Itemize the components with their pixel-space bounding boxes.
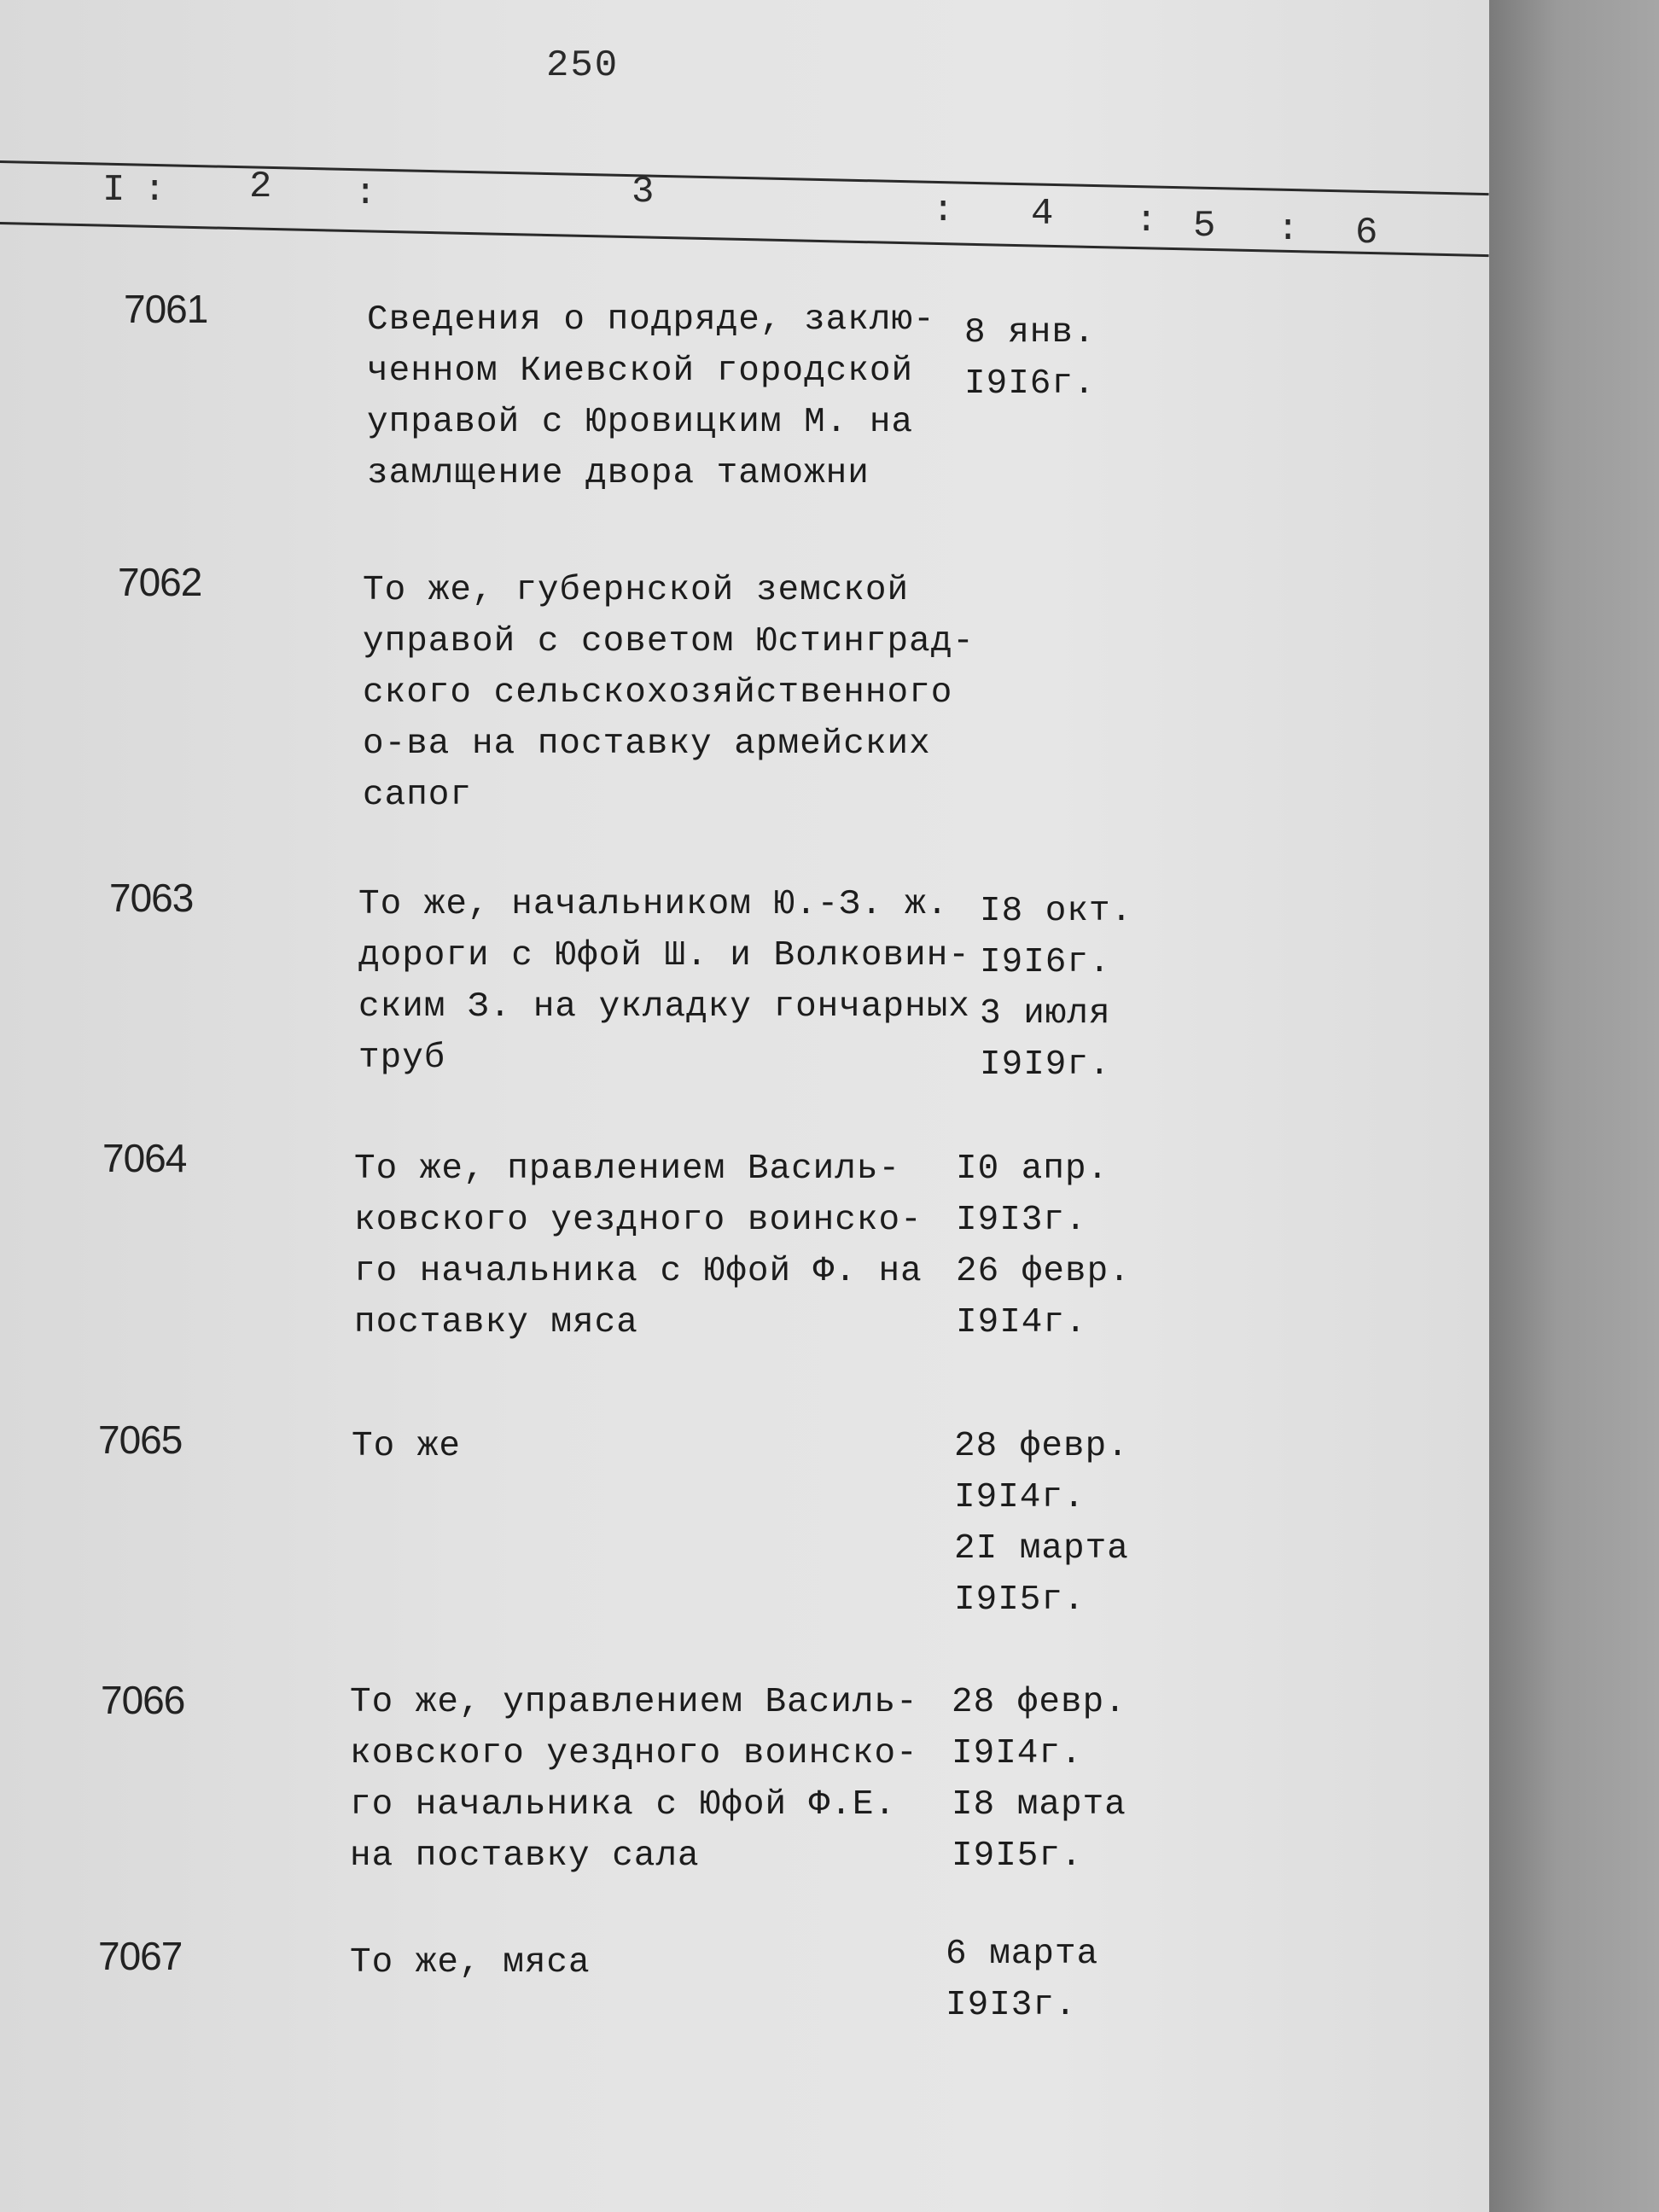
column-header-3: 3 (632, 171, 655, 213)
entry-number: 7062 (118, 560, 202, 604)
entry-description: То же, правлением Василь- ковского уездного воинско- го начальника с Юфой Ф. на поставку мяса (354, 1150, 923, 1342)
column-header-5: 5 (1193, 205, 1216, 247)
page-number: 250 (546, 44, 620, 87)
column-separator: : (1277, 208, 1300, 251)
column-separator: : (143, 169, 166, 212)
entry-date: 8 янв. I9I6г. (964, 313, 1096, 404)
entry-date: 28 февр. I9I4г. I8 марта I9I5г. (952, 1683, 1126, 1876)
entry-description: То же, губернской земской управой с советом Юстинград- ского сельскохозяйственного о-ва на поставку армейских сапог (363, 571, 975, 815)
entry-number: 7061 (124, 287, 208, 331)
entry-description: То же, начальником Ю.-З. ж. дороги с Юфой Ш. и Волковин- ским З. на укладку гончарных труб (358, 885, 970, 1078)
column-header-6: 6 (1355, 212, 1378, 254)
header-rule-top (0, 160, 1489, 195)
entry-date: 6 марта I9I3г. (946, 1935, 1099, 2025)
entry-date: 28 февр. I9I4г. 2I марта I9I5г. (954, 1427, 1129, 1620)
entry-number: 7066 (101, 1678, 185, 1722)
entry-description: То же (352, 1427, 462, 1466)
column-header-2: 2 (249, 166, 272, 208)
column-separator: : (1135, 200, 1158, 242)
column-separator: : (354, 172, 377, 215)
entry-date: I0 апр. I9I3г. 26 февр. I9I4г. (956, 1150, 1131, 1342)
entry-number: 7063 (109, 876, 194, 920)
header-rule-bottom (0, 222, 1489, 257)
entry-number: 7065 (98, 1417, 183, 1462)
entry-description: То же, управлением Василь- ковского уездного воинско- го начальника с Юфой Ф.Е. на поставку сала (350, 1683, 918, 1876)
column-header-1: I (102, 169, 125, 212)
background-shadow (1489, 0, 1659, 2212)
entry-date: I8 окт. I9I6г. 3 июля I9I9г. (980, 892, 1133, 1085)
column-header-4: 4 (1031, 193, 1054, 236)
entry-number: 7064 (102, 1136, 187, 1180)
entry-description: То же, мяса (350, 1943, 591, 1982)
entry-description: Сведения о подряде, заклю- ченном Киевской городской управой с Юровицким М. на замлщение двора таможни (367, 300, 935, 493)
entry-number: 7067 (98, 1934, 183, 1978)
column-separator: : (932, 189, 955, 232)
